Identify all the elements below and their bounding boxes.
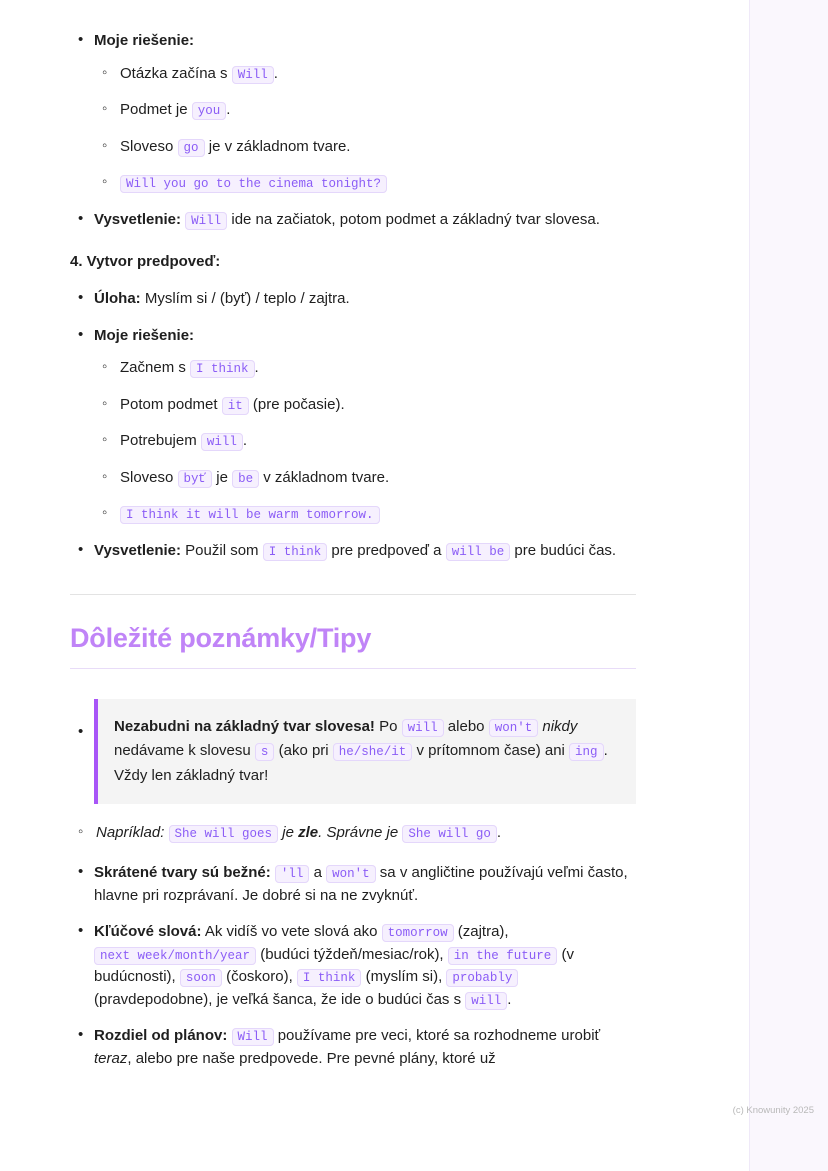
code-token: next week/month/year xyxy=(94,947,256,965)
step-text-post: . xyxy=(242,432,248,449)
code-token: will be xyxy=(446,543,511,561)
code-token: I think xyxy=(297,969,362,987)
example-wrong-word: zle xyxy=(298,823,319,841)
list-item xyxy=(94,394,636,417)
tip-text: používame pre veci, ktoré sa rozhodneme urobiť xyxy=(273,1027,601,1045)
code-token: I think xyxy=(190,360,255,378)
solution-steps xyxy=(94,63,636,195)
code-token: Will xyxy=(232,66,274,84)
tip-text: (pravdepodobne), je veľká šanca, že ide o budúci čas s xyxy=(94,990,466,1008)
tip-label: Kľúčové slová: xyxy=(94,923,202,941)
step-text-mid: je xyxy=(212,468,233,486)
code-token: She will goes xyxy=(169,825,279,843)
solution-label: Moje riešenie: xyxy=(94,32,195,49)
step-text-post: . xyxy=(254,359,259,376)
code-token: go xyxy=(178,139,205,157)
example-sentence-code: I think it will be warm tomorrow. xyxy=(120,506,380,524)
tip-text: (budúci týždeň/mesiac/rok), xyxy=(256,945,448,963)
tip-label: Skrátené tvary sú bežné: xyxy=(94,864,271,882)
highlight-callout xyxy=(94,699,636,804)
step-text-post: v základnom tvare. xyxy=(259,468,390,486)
code-token: will xyxy=(201,433,243,451)
task-text: Myslím si / (byť) / teplo / zajtra. xyxy=(140,290,350,307)
list-item xyxy=(70,862,636,907)
example-sentence-code: Will you go to the cinema tonight? xyxy=(120,175,387,193)
code-token: byť xyxy=(178,470,213,488)
explanation-text-post: pre budúci čas. xyxy=(510,541,617,559)
tip-text-post: sa v angličtine používajú veľmi často, hlavne pri rozprávaní. Je dobré si na ne zvyknúť. xyxy=(94,864,628,904)
solution-label: Moje riešenie: xyxy=(94,326,195,344)
step-text-post: je v základnom tvare. xyxy=(204,137,351,155)
code-token: won't xyxy=(326,865,376,883)
example-list xyxy=(70,822,636,845)
section-title-4: 4. Vytvor predpoveď: xyxy=(70,253,221,270)
callout-text: alebo xyxy=(443,718,489,735)
page-right-margin xyxy=(749,0,828,1171)
tip-text xyxy=(227,1027,231,1044)
code-token: you xyxy=(192,102,227,120)
callout-text: Po xyxy=(374,718,402,735)
list-item xyxy=(70,822,636,845)
tip-label: Rozdiel od plánov: xyxy=(94,1027,228,1045)
code-token: probably xyxy=(446,969,518,987)
callout-list-item xyxy=(70,699,636,804)
list-item xyxy=(94,357,636,380)
code-token: ing xyxy=(569,743,604,761)
step-text: Otázka začína s xyxy=(120,64,232,82)
list-item xyxy=(94,467,636,490)
step-text: Sloveso xyxy=(120,468,178,486)
task-label: Úloha: xyxy=(94,290,141,307)
code-token: tomorrow xyxy=(382,924,454,942)
step-text-post: (pre počasie). xyxy=(248,395,345,413)
tip-text: (zajtra), xyxy=(453,923,509,941)
step-text: Potom podmet xyxy=(120,395,222,413)
callout-text: . Vždy len základný tvar! xyxy=(114,742,608,784)
step-text-post: . xyxy=(273,64,278,82)
explanation-label: Vysvetlenie: xyxy=(94,541,181,559)
explanation-text: Použil som xyxy=(181,541,263,559)
list-item xyxy=(70,1025,636,1070)
callout-lead: Nezabudni na základný tvar slovesa! xyxy=(114,718,375,735)
code-token: will xyxy=(465,992,507,1010)
list-item xyxy=(94,136,636,159)
tip-text: (myslím si), xyxy=(361,968,447,986)
list-item xyxy=(94,503,636,526)
example-text: . Správne je xyxy=(318,823,403,841)
code-token: She will go xyxy=(402,825,497,843)
tip-text-post: . xyxy=(507,990,512,1008)
callout-text: (ako pri xyxy=(274,742,333,760)
code-token: it xyxy=(222,397,249,415)
explanation-label: Vysvetlenie: xyxy=(94,210,181,228)
step-text: Začnem s xyxy=(120,359,191,376)
tip-emphasis: teraz xyxy=(94,1049,128,1067)
list-item xyxy=(70,921,636,1011)
heading-underline xyxy=(70,668,636,669)
solution-block-1 xyxy=(70,30,636,231)
step-text: Potrebujem xyxy=(120,432,201,449)
page-title: Dôležité poznámky/Tipy xyxy=(70,623,372,653)
callout-emphasis: nikdy xyxy=(542,718,578,735)
code-token: won't xyxy=(489,719,539,737)
tip-text: (čoskoro), xyxy=(221,968,297,986)
tip-text: (v budúcnosti), xyxy=(94,945,574,986)
list-item xyxy=(70,30,636,195)
code-token: be xyxy=(232,470,259,488)
explanation-text: ide na začiatok, potom podmet a základný tvar slovesa. xyxy=(227,210,600,228)
example-label: Napríklad: xyxy=(96,823,165,841)
step-text-post: . xyxy=(226,101,231,118)
code-token: he/she/it xyxy=(333,743,413,761)
list-item xyxy=(70,288,636,311)
document-content xyxy=(70,30,636,1070)
code-token: I think xyxy=(263,543,328,561)
list-item xyxy=(94,63,636,86)
section-4-body xyxy=(70,288,636,562)
callout-text: v prítomnom čase) ani xyxy=(412,742,570,760)
explanation-text-mid: pre predpoveď a xyxy=(327,541,446,559)
list-item xyxy=(94,430,636,453)
solution-steps xyxy=(94,357,636,526)
example-text-post: . xyxy=(496,823,502,841)
callout-text: nedávame k slovesu xyxy=(114,742,255,760)
code-token: 'll xyxy=(275,865,310,883)
list-item xyxy=(94,99,636,122)
tips-list xyxy=(70,862,636,1070)
section-divider xyxy=(70,594,636,595)
list-item xyxy=(70,325,636,526)
list-item xyxy=(94,172,636,195)
code-token: Will xyxy=(185,212,227,230)
example-text: je xyxy=(278,823,299,841)
list-item xyxy=(70,209,636,232)
code-token: s xyxy=(255,743,275,761)
step-text: Podmet je xyxy=(120,101,192,118)
code-token: soon xyxy=(180,969,222,987)
copyright-watermark: (c) Knowunity 2025 xyxy=(732,1105,814,1116)
tip-text: a xyxy=(309,864,327,882)
code-token: will xyxy=(402,719,444,737)
tip-text: Ak vidíš vo vete slová ako xyxy=(201,923,382,941)
list-item xyxy=(70,540,636,563)
step-text: Sloveso xyxy=(120,137,178,155)
tip-text-post: , alebo pre naše predpovede. Pre pevné plány, ktoré už xyxy=(127,1049,496,1067)
code-token: in the future xyxy=(448,947,558,965)
code-token: Will xyxy=(232,1028,274,1046)
